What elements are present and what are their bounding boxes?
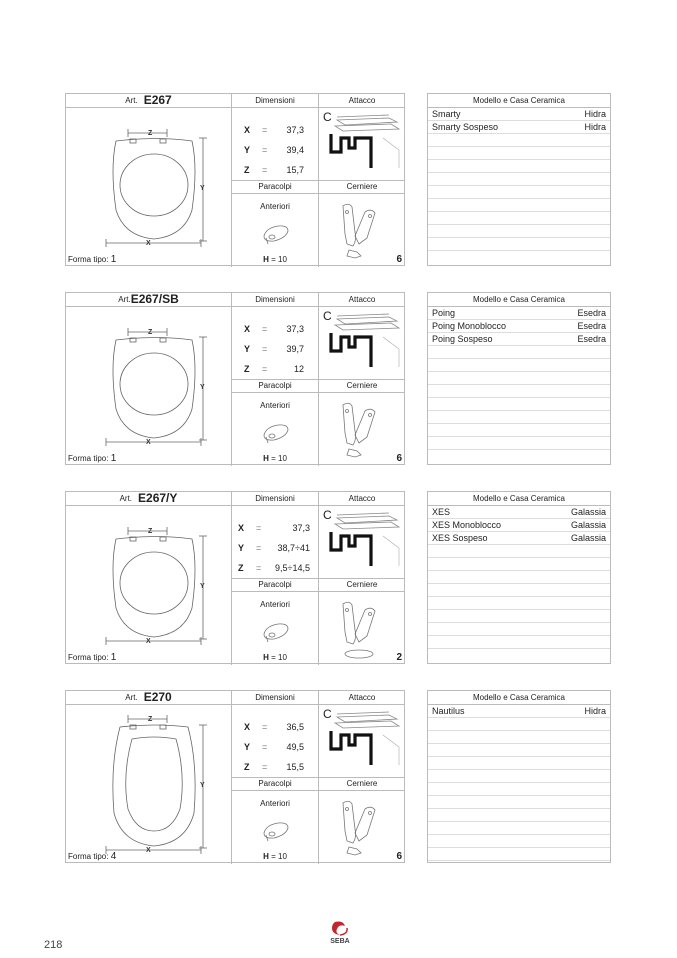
x-dim-label: X bbox=[146, 439, 151, 446]
dim-x-value: 37,3 bbox=[292, 523, 310, 533]
page-number: 218 bbox=[44, 939, 63, 951]
dim-x-key: X bbox=[238, 523, 245, 533]
attachment-header: Attacco bbox=[319, 94, 405, 108]
model-row bbox=[428, 333, 610, 346]
attachment-panel bbox=[319, 705, 405, 778]
dimensions-header: Dimensioni bbox=[232, 94, 319, 108]
dim-y-key: Y bbox=[244, 145, 251, 155]
article-code: E267 bbox=[143, 93, 172, 107]
dim-z-key: Z bbox=[244, 762, 250, 772]
model-row bbox=[428, 545, 610, 558]
attachment-type: C bbox=[323, 508, 332, 522]
h-label: H bbox=[263, 852, 269, 861]
model-row bbox=[428, 731, 610, 744]
hinge-count: 6 bbox=[396, 851, 402, 862]
attachment-type: C bbox=[323, 309, 332, 323]
height-value bbox=[232, 454, 318, 463]
article-code: E270 bbox=[143, 690, 172, 704]
bumpers-header: Paracolpi bbox=[232, 181, 319, 194]
h-value: = 10 bbox=[271, 454, 287, 463]
forma-value: 1 bbox=[110, 652, 117, 663]
dim-z-row bbox=[238, 563, 310, 575]
dim-z-key: Z bbox=[238, 563, 244, 573]
hinge-icon bbox=[319, 194, 405, 267]
model-row bbox=[428, 173, 610, 186]
model-row bbox=[428, 437, 610, 450]
bumpers-header: Paracolpi bbox=[232, 380, 319, 393]
height-value bbox=[232, 852, 318, 861]
model-list-header: Modello e Casa Ceramica bbox=[428, 293, 610, 307]
hinges-panel bbox=[319, 791, 405, 864]
hinge-count: 6 bbox=[396, 254, 402, 265]
model-row bbox=[428, 744, 610, 757]
model-brand: Esedra bbox=[577, 308, 606, 318]
attachment-profile-icon bbox=[319, 506, 405, 579]
product-table bbox=[65, 93, 405, 266]
model-row bbox=[428, 186, 610, 199]
article-code: E267/Y bbox=[138, 491, 178, 505]
product-block-e270 bbox=[65, 690, 611, 863]
model-row bbox=[428, 558, 610, 571]
bumper-type: Anteriori bbox=[260, 600, 290, 609]
model-row bbox=[428, 225, 610, 238]
model-brand: Galassia bbox=[570, 520, 606, 530]
model-name: Smarty bbox=[432, 109, 461, 119]
model-name: XES Sospeso bbox=[432, 533, 488, 543]
attachment-profile-icon bbox=[319, 705, 405, 778]
dim-x-row bbox=[238, 523, 310, 535]
model-row bbox=[428, 757, 610, 770]
product-table bbox=[65, 292, 405, 465]
h-value: = 10 bbox=[271, 653, 287, 662]
model-row bbox=[428, 385, 610, 398]
seat-drawing bbox=[66, 307, 232, 466]
model-row bbox=[428, 835, 610, 848]
height-value bbox=[232, 255, 318, 264]
article-code: E267/SB bbox=[130, 292, 179, 306]
dim-z-value: 15,5 bbox=[286, 762, 304, 772]
attachment-header: Attacco bbox=[319, 691, 405, 705]
bumpers-header: Paracolpi bbox=[232, 579, 319, 592]
dimensions-header: Dimensioni bbox=[232, 492, 319, 506]
hinges-header: Cerniere bbox=[319, 380, 405, 393]
y-dim-label: Y bbox=[200, 185, 205, 192]
model-row bbox=[428, 398, 610, 411]
dim-y-key: Y bbox=[244, 742, 251, 752]
hinges-header: Cerniere bbox=[319, 579, 405, 592]
attachment-panel bbox=[319, 108, 405, 181]
z-dim-label: Z bbox=[148, 130, 153, 137]
dimensions-panel bbox=[232, 108, 319, 181]
dim-y-key: Y bbox=[244, 344, 251, 354]
model-row bbox=[428, 584, 610, 597]
hinge-icon bbox=[319, 592, 405, 665]
model-row bbox=[428, 160, 610, 173]
model-row bbox=[428, 822, 610, 835]
forma-label: Forma tipo: bbox=[68, 653, 109, 662]
article-header bbox=[66, 94, 232, 108]
bumpers-panel bbox=[232, 592, 319, 665]
z-dim-label: Z bbox=[148, 329, 153, 336]
shape-type bbox=[68, 453, 116, 464]
dimensions-panel bbox=[232, 506, 319, 579]
dim-x-value: 37,3 bbox=[286, 324, 304, 334]
h-label: H bbox=[263, 454, 269, 463]
model-row bbox=[428, 121, 610, 134]
dim-x-row bbox=[244, 125, 304, 137]
h-value: = 10 bbox=[271, 255, 287, 264]
attachment-type: C bbox=[323, 110, 332, 124]
model-row bbox=[428, 506, 610, 519]
model-brand: Hidra bbox=[584, 109, 606, 119]
model-list-header: Modello e Casa Ceramica bbox=[428, 94, 610, 108]
model-row bbox=[428, 532, 610, 545]
model-row bbox=[428, 424, 610, 437]
model-row bbox=[428, 372, 610, 385]
y-dim-label: Y bbox=[200, 384, 205, 391]
hinges-header: Cerniere bbox=[319, 778, 405, 791]
model-brand: Hidra bbox=[584, 122, 606, 132]
model-name: XES bbox=[432, 507, 451, 517]
model-list-header: Modello e Casa Ceramica bbox=[428, 691, 610, 705]
hinges-panel bbox=[319, 393, 405, 466]
dim-x-value: 36,5 bbox=[286, 722, 304, 732]
model-row bbox=[428, 134, 610, 147]
model-brand: Esedra bbox=[577, 321, 606, 331]
dim-z-row bbox=[244, 364, 304, 376]
dim-x-row bbox=[244, 722, 304, 734]
model-brand: Galassia bbox=[570, 507, 606, 517]
model-name: Smarty Sospeso bbox=[432, 122, 499, 132]
dim-x-row bbox=[244, 324, 304, 336]
dim-x-key: X bbox=[244, 125, 251, 135]
bumper-type: Anteriori bbox=[260, 401, 290, 410]
art-label: Art. bbox=[118, 295, 131, 304]
forma-value: 1 bbox=[110, 254, 117, 265]
seat-outline-drawing bbox=[66, 705, 232, 864]
dim-x-key: X bbox=[244, 324, 251, 334]
dim-z-row bbox=[244, 762, 304, 774]
dim-z-value: 9,5÷14,5 bbox=[275, 563, 310, 573]
dim-z-value: 15,7 bbox=[286, 165, 304, 175]
seba-logo bbox=[326, 919, 354, 949]
model-row bbox=[428, 108, 610, 121]
dim-z-key: Z bbox=[244, 165, 250, 175]
model-row bbox=[428, 307, 610, 320]
model-row bbox=[428, 359, 610, 372]
product-table bbox=[65, 491, 405, 664]
article-header bbox=[66, 492, 232, 506]
attachment-panel bbox=[319, 506, 405, 579]
attachment-type: C bbox=[323, 707, 332, 721]
forma-label: Forma tipo: bbox=[68, 852, 109, 861]
model-brand: Esedra bbox=[577, 334, 606, 344]
model-row bbox=[428, 796, 610, 809]
product-block-e267-y bbox=[65, 491, 611, 664]
z-dim-label: Z bbox=[148, 528, 153, 535]
attachment-profile-icon bbox=[319, 108, 405, 181]
eq-sign: = bbox=[262, 125, 268, 135]
eq-sign: = bbox=[256, 543, 262, 553]
dim-y-value: 49,5 bbox=[286, 742, 304, 752]
model-brand: Galassia bbox=[570, 533, 606, 543]
model-row bbox=[428, 320, 610, 333]
dimensions-header: Dimensioni bbox=[232, 691, 319, 705]
eq-sign: = bbox=[262, 165, 268, 175]
attachment-panel bbox=[319, 307, 405, 380]
model-row bbox=[428, 623, 610, 636]
model-row bbox=[428, 770, 610, 783]
hinge-icon bbox=[319, 393, 405, 466]
model-row bbox=[428, 610, 610, 623]
product-table bbox=[65, 690, 405, 863]
model-row bbox=[428, 809, 610, 822]
model-name: Nautilus bbox=[432, 706, 465, 716]
model-row bbox=[428, 848, 610, 861]
model-row bbox=[428, 783, 610, 796]
h-label: H bbox=[263, 255, 269, 264]
model-row bbox=[428, 519, 610, 532]
eq-sign: = bbox=[262, 742, 268, 752]
bumper-type: Anteriori bbox=[260, 202, 290, 211]
h-label: H bbox=[263, 653, 269, 662]
model-list bbox=[427, 93, 611, 266]
bumpers-panel bbox=[232, 393, 319, 466]
logo-text: SEBA bbox=[330, 938, 350, 945]
dim-x-key: X bbox=[244, 722, 251, 732]
x-dim-label: X bbox=[146, 638, 151, 645]
attachment-header: Attacco bbox=[319, 293, 405, 307]
model-row bbox=[428, 411, 610, 424]
hinge-count: 2 bbox=[396, 652, 402, 663]
art-label: Art. bbox=[125, 96, 138, 105]
seat-outline-drawing bbox=[66, 307, 232, 466]
product-block-e267-sb bbox=[65, 292, 611, 465]
dimensions-panel bbox=[232, 307, 319, 380]
article-header bbox=[66, 293, 232, 307]
model-row bbox=[428, 718, 610, 731]
h-value: = 10 bbox=[271, 852, 287, 861]
forma-value: 4 bbox=[110, 851, 117, 862]
bumpers-panel bbox=[232, 791, 319, 864]
y-dim-label: Y bbox=[200, 782, 205, 789]
model-list bbox=[427, 292, 611, 465]
eq-sign: = bbox=[256, 523, 262, 533]
hinge-icon bbox=[319, 791, 405, 864]
dim-y-row bbox=[244, 742, 304, 754]
attachment-header: Attacco bbox=[319, 492, 405, 506]
dim-y-value: 38,7÷41 bbox=[277, 543, 310, 553]
seat-outline-drawing bbox=[66, 506, 232, 665]
hinges-panel bbox=[319, 592, 405, 665]
eq-sign: = bbox=[262, 145, 268, 155]
eq-sign: = bbox=[262, 344, 268, 354]
model-row bbox=[428, 147, 610, 160]
dim-y-row bbox=[244, 344, 304, 356]
dim-y-value: 39,4 bbox=[286, 145, 304, 155]
model-row bbox=[428, 212, 610, 225]
model-row bbox=[428, 636, 610, 649]
dim-y-value: 39,7 bbox=[286, 344, 304, 354]
x-dim-label: X bbox=[146, 847, 151, 854]
model-brand: Hidra bbox=[584, 706, 606, 716]
hinges-panel bbox=[319, 194, 405, 267]
dim-z-row bbox=[244, 165, 304, 177]
dim-z-key: Z bbox=[244, 364, 250, 374]
model-list bbox=[427, 690, 611, 863]
model-row bbox=[428, 199, 610, 212]
dim-y-row bbox=[244, 145, 304, 157]
model-name: XES Monoblocco bbox=[432, 520, 502, 530]
shape-type bbox=[68, 254, 116, 265]
hinge-count: 6 bbox=[396, 453, 402, 464]
dim-y-key: Y bbox=[238, 543, 245, 553]
z-dim-label: Z bbox=[148, 716, 153, 723]
dim-y-row bbox=[238, 543, 310, 555]
eq-sign: = bbox=[262, 364, 268, 374]
model-row bbox=[428, 597, 610, 610]
model-name: Poing bbox=[432, 308, 456, 318]
bumper-type: Anteriori bbox=[260, 799, 290, 808]
dimensions-panel bbox=[232, 705, 319, 778]
eq-sign: = bbox=[262, 722, 268, 732]
seat-outline-drawing bbox=[66, 108, 232, 267]
seat-drawing bbox=[66, 705, 232, 864]
x-dim-label: X bbox=[146, 240, 151, 247]
seba-logo-icon bbox=[326, 919, 354, 939]
y-dim-label: Y bbox=[200, 583, 205, 590]
eq-sign: = bbox=[262, 324, 268, 334]
eq-sign: = bbox=[256, 563, 262, 573]
art-label: Art. bbox=[125, 693, 138, 702]
dim-x-value: 37,3 bbox=[286, 125, 304, 135]
eq-sign: = bbox=[262, 762, 268, 772]
forma-label: Forma tipo: bbox=[68, 255, 109, 264]
model-row bbox=[428, 346, 610, 359]
forma-value: 1 bbox=[110, 453, 117, 464]
bumpers-header: Paracolpi bbox=[232, 778, 319, 791]
seat-drawing bbox=[66, 108, 232, 267]
dimensions-header: Dimensioni bbox=[232, 293, 319, 307]
model-name: Poing Monoblocco bbox=[432, 321, 507, 331]
bumpers-panel bbox=[232, 194, 319, 267]
model-row bbox=[428, 571, 610, 584]
model-row bbox=[428, 238, 610, 251]
shape-type bbox=[68, 652, 116, 663]
model-name: Poing Sospeso bbox=[432, 334, 493, 344]
art-label: Art. bbox=[119, 494, 133, 503]
forma-label: Forma tipo: bbox=[68, 454, 109, 463]
attachment-profile-icon bbox=[319, 307, 405, 380]
hinges-header: Cerniere bbox=[319, 181, 405, 194]
dim-z-value: 12 bbox=[293, 364, 304, 374]
seat-drawing bbox=[66, 506, 232, 665]
shape-type bbox=[68, 851, 116, 862]
height-value bbox=[232, 653, 318, 662]
model-list bbox=[427, 491, 611, 664]
model-row bbox=[428, 705, 610, 718]
article-header bbox=[66, 691, 232, 705]
product-block-e267 bbox=[65, 93, 611, 266]
model-list-header: Modello e Casa Ceramica bbox=[428, 492, 610, 506]
